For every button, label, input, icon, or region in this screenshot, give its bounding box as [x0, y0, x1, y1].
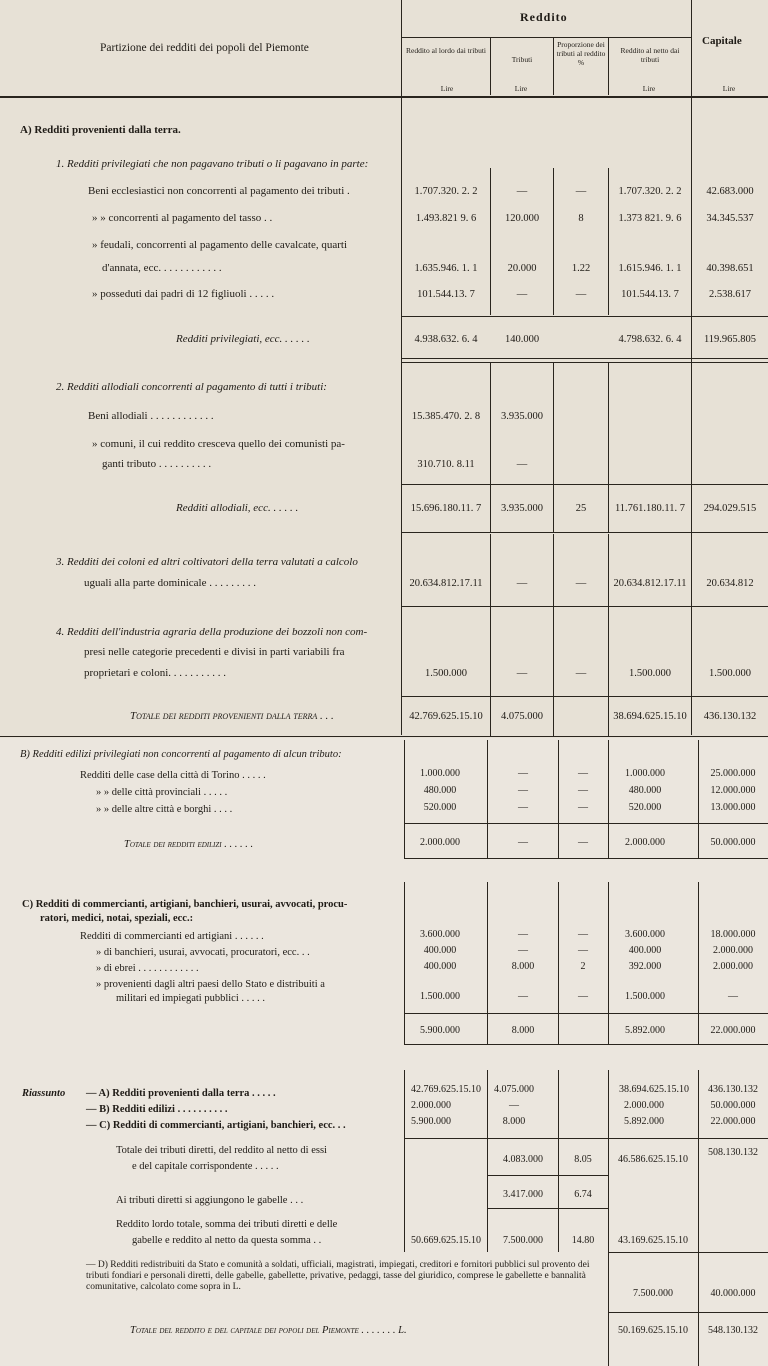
cell-prop: 14.80 — [571, 1235, 595, 1246]
cell-netto: 1.500.000 — [629, 668, 671, 679]
totalA-label: Totale dei redditi provenienti dalla terra . . . — [130, 710, 334, 722]
row-label-cont: ganti tributo . . . . . . . . . . — [102, 458, 212, 470]
cell-lordo: 520.000 — [423, 802, 457, 813]
cell-lordo: 15.385.470. 2. 8 — [411, 411, 481, 422]
column-rule — [608, 1070, 609, 1366]
cell-netto: 392.000 — [628, 961, 662, 972]
cell-netto: 2.000.000 — [624, 1100, 664, 1111]
cell-tributi: — — [516, 459, 528, 470]
riassunto-line-c: — C) Redditi di commercianti, artigiani, banchieri, ecc. . . — [86, 1120, 346, 1131]
column-rule — [698, 882, 699, 1044]
cell-lordo: 20.634.812.17.11 — [409, 578, 483, 589]
totale-line1: Totale dei tributi diretti, del reddito al netto di essi — [116, 1145, 327, 1156]
sub4-line3: proprietari e coloni. . . . . . . . . . . — [84, 667, 227, 679]
cell-tributi: 3.417.000 — [503, 1189, 543, 1200]
totale-line2: e del capitale corrispondente . . . . . — [132, 1161, 279, 1172]
cell-tributi: 8.000 — [511, 961, 535, 972]
cell-prop: — — [578, 785, 588, 796]
column-rule — [553, 534, 554, 736]
cell-lordo: 3.600.000 — [420, 929, 460, 940]
total-rule — [608, 1312, 768, 1313]
column-rule — [608, 882, 609, 1044]
cell-netto: 1.500.000 — [625, 991, 665, 1002]
row-label-cont: d'annata, ecc. . . . . . . . . . . . — [102, 262, 222, 274]
cell-tributi: 3.935.000 — [501, 503, 543, 514]
cell-capitale: 548.130.132 — [708, 1325, 758, 1336]
gabelle-line: Ai tributi diretti si aggiungono le gabelle . . . — [116, 1195, 304, 1206]
header-rule — [0, 96, 768, 98]
total-rule — [404, 1013, 768, 1014]
section-a-title: A) Redditi provenienti dalla terra. — [20, 124, 181, 136]
cell-tributi: — — [516, 668, 528, 679]
total1-label: Redditi privilegiati, ecc. . . . . . — [176, 333, 310, 345]
cell-tributi: 20.000 — [507, 263, 537, 274]
total-rule — [487, 1208, 608, 1209]
cell-tributi: — — [518, 837, 528, 848]
cell-netto: 1.373 821. 9. 6 — [618, 213, 682, 224]
total-rule — [404, 823, 768, 824]
riassunto-line-a: — A) Redditi provenienti dalla terra . . . . . — [86, 1088, 276, 1099]
cell-lordo: 101.544.13. 7 — [417, 289, 475, 300]
column-rule — [490, 168, 491, 315]
cell-netto: 46.586.625.15.10 — [618, 1154, 688, 1165]
cell-tributi: — — [516, 578, 528, 589]
cell-lordo: 50.669.625.15.10 — [411, 1235, 481, 1246]
row-label: » » delle città provinciali . . . . . — [96, 787, 228, 798]
cell-netto: 400.000 — [628, 945, 662, 956]
cell-netto: 1.707.320. 2. 2 — [618, 186, 682, 197]
cell-lordo: 2.000.000 — [420, 837, 460, 848]
cell-prop: 1.22 — [571, 263, 591, 274]
riassunto-word: Riassunto — [22, 1088, 66, 1099]
cell-capitale: 294.029.515 — [703, 503, 757, 514]
cell-lordo: 42.769.625.15.10 — [409, 711, 483, 722]
total-rule — [608, 1252, 768, 1253]
cell-capitale: 22.000.000 — [710, 1025, 756, 1036]
cell-prop: — — [575, 668, 587, 679]
capitale-heading: Capitale — [702, 35, 742, 47]
cell-lordo: 1.707.320. 2. 2 — [414, 186, 478, 197]
cell-netto: 2.000.000 — [625, 837, 665, 848]
column-rule — [487, 1070, 488, 1252]
cell-prop: — — [575, 289, 587, 300]
total-rule — [401, 362, 768, 363]
column-rule — [608, 168, 609, 315]
column-rule — [553, 168, 554, 315]
cell-prop: — — [575, 186, 587, 197]
column-rule — [608, 740, 609, 858]
cell-capitale: 34.345.537 — [706, 213, 754, 224]
cell-tributi: — — [518, 785, 528, 796]
cell-lordo: 400.000 — [423, 961, 457, 972]
totalB-label: Totale dei redditi edilizi . . . . . . — [124, 839, 254, 850]
cell-netto: 1.615.946. 1. 1 — [618, 263, 682, 274]
row-label-cont: militari ed impiegati pubblici . . . . . — [116, 993, 266, 1004]
cell-prop: — — [578, 945, 588, 956]
reddito-heading: Reddito — [520, 10, 568, 24]
cell-prop: 2 — [580, 961, 586, 972]
total-rule — [401, 606, 768, 607]
cell-netto: 5.892.000 — [624, 1116, 664, 1127]
reddito-rule — [401, 37, 691, 38]
cell-capitale: 119.965.805 — [703, 334, 757, 345]
page-rule — [0, 736, 768, 737]
cell-tributi: 120.000 — [504, 213, 540, 224]
cell-netto: 3.600.000 — [625, 929, 665, 940]
cell-prop: — — [578, 802, 588, 813]
final-total-label: Totale del reddito e del capitale dei popoli del Piemonte . . . . . . . L. — [130, 1325, 407, 1336]
cell-prop: — — [578, 768, 588, 779]
unit-lire: Lire — [722, 84, 736, 93]
cell-capitale: 22.000.000 — [710, 1116, 756, 1127]
row-label: Redditi delle case della città di Torino . . . . . — [80, 770, 266, 781]
column-rule — [487, 740, 488, 858]
lordo-line2: gabelle e reddito al netto da questa somma . . — [132, 1235, 322, 1246]
column-rule — [490, 362, 491, 532]
cell-netto: 101.544.13. 7 — [621, 289, 679, 300]
column-rule — [553, 38, 554, 95]
cell-prop: 8.05 — [574, 1154, 592, 1165]
cell-lordo: 480.000 — [423, 785, 457, 796]
cell-netto: 4.798.632. 6. 4 — [618, 334, 682, 345]
cell-tributi: 3.935.000 — [501, 411, 543, 422]
row-label: » » concorrenti al pagamento del tasso . . — [92, 212, 273, 224]
column-rule — [401, 0, 402, 735]
cell-capitale: 2.538.617 — [709, 289, 751, 300]
cell-tributi: 8.000 — [511, 1025, 535, 1036]
total-rule — [404, 1044, 768, 1045]
sub4-line1: 4. Redditi dell'industria agraria della produzione dei bozzoli non com- — [56, 626, 368, 638]
riassunto-line-b: — B) Redditi edilizi . . . . . . . . . . — [86, 1104, 228, 1115]
total-rule — [401, 316, 768, 317]
cell-lordo: 1.500.000 — [425, 668, 467, 679]
cell-netto: 1.000.000 — [625, 768, 665, 779]
cell-lordo: 310.710. 8.11 — [417, 459, 475, 470]
cell-tributi: 4.083.000 — [503, 1154, 543, 1165]
cell-capitale: 40.000.000 — [710, 1288, 756, 1299]
cell-tributi: 7.500.000 — [503, 1235, 543, 1246]
cell-prop: — — [578, 837, 588, 848]
cell-capitale: 18.000.000 — [710, 929, 756, 940]
column-rule — [698, 1070, 699, 1366]
cell-lordo: 1.493.821 9. 6 — [415, 213, 477, 224]
row-label: » posseduti dai padri di 12 figliuoli . . . . . — [92, 288, 275, 300]
cell-lordo: 1.635.946. 1. 1 — [414, 263, 478, 274]
cell-netto: 43.169.625.15.10 — [618, 1235, 688, 1246]
total-rule — [401, 532, 768, 533]
cell-tributi: 4.075.000 — [501, 711, 543, 722]
sub1-title: 1. Redditi privilegiati che non pagavano tributi o li pagavano in parte: — [56, 158, 369, 170]
cell-lordo: 42.769.625.15.10 — [411, 1084, 481, 1095]
cell-capitale: 25.000.000 — [710, 768, 756, 779]
unit-lire: Lire — [642, 84, 656, 93]
column-rule — [608, 534, 609, 736]
cell-capitale: 20.634.812 — [706, 578, 754, 589]
unit-lire: Lire — [440, 84, 454, 93]
total-rule — [401, 484, 768, 485]
sub3-title: 3. Redditi dei coloni ed altri coltivatori della terra valutati a calcolo — [56, 556, 358, 568]
cell-tributi: — — [518, 768, 528, 779]
cell-prop: 25 — [575, 503, 587, 514]
total-rule — [404, 1138, 768, 1139]
row-label: Beni ecclesiastici non concorrenti al pagamento dei tributi . — [88, 185, 350, 197]
column-rule — [691, 0, 692, 735]
row-label: Redditi di commercianti ed artigiani . . . . . . — [80, 931, 264, 942]
cell-tributi: 4.075.000 — [494, 1084, 534, 1095]
cell-lordo: 1.000.000 — [420, 768, 460, 779]
cell-netto: 38.694.625.15.10 — [613, 711, 687, 722]
cell-prop: 8 — [578, 213, 584, 224]
total2-label: Redditi allodiali, ecc. . . . . . — [176, 502, 299, 514]
cell-netto: 38.694.625.15.10 — [619, 1084, 689, 1095]
column-rule — [490, 534, 491, 736]
cell-netto: 480.000 — [628, 785, 662, 796]
cell-lordo: 2.000.000 — [411, 1100, 451, 1111]
cell-prop: — — [575, 578, 587, 589]
column-rule — [490, 38, 491, 95]
cell-capitale: 50.000.000 — [710, 837, 756, 848]
cell-lordo: 5.900.000 — [411, 1116, 451, 1127]
section-c-title: C) Redditi di commercianti, artigiani, banchieri, usurai, avvocati, procu- — [22, 899, 348, 910]
cell-netto: 520.000 — [628, 802, 662, 813]
row-label: Beni allodiali . . . . . . . . . . . . — [88, 410, 214, 422]
cell-prop: — — [578, 991, 588, 1002]
redistribuiti-text: — D) Redditi redistribuiti da Stato e comunità a soldati, ufficiali, magistrati, impiegati, creditori e fornitori pubblici sul provento dei tributi fondiari e personali diretti, delle gabelle, gabellette, privative, pedaggi, tasse del giuridico, comprese le gabellette e bannalità comunitative, calcolato come sopra in L. — [86, 1260, 590, 1292]
total-rule — [401, 696, 768, 697]
unit-lire: Lire — [514, 84, 528, 93]
cell-capitale: 50.000.000 — [710, 1100, 756, 1111]
section-c-title-cont: ratori, medici, notai, speziali, ecc.: — [40, 913, 194, 924]
cell-capitale: 508.130.132 — [708, 1147, 758, 1158]
column-rule — [404, 1070, 405, 1252]
cell-tributi: — — [509, 1100, 519, 1111]
cell-capitale: 12.000.000 — [710, 785, 756, 796]
row-label: » di banchieri, usurai, avvocati, procuratori, ecc. . . — [96, 947, 310, 958]
cell-capitale: — — [728, 991, 738, 1002]
cell-capitale: 13.000.000 — [710, 802, 756, 813]
cell-tributi: — — [518, 802, 528, 813]
cell-tributi: — — [518, 991, 528, 1002]
partition-title: Partizione dei redditi dei popoli del Piemonte — [100, 42, 309, 54]
cell-netto: 50.169.625.15.10 — [618, 1325, 688, 1336]
cell-capitale: 1.500.000 — [709, 668, 751, 679]
lordo-line1: Reddito lordo totale, somma dei tributi diretti e delle — [116, 1219, 338, 1230]
row-label: » » delle altre città e borghi . . . . — [96, 804, 233, 815]
cell-tributi: — — [516, 289, 528, 300]
cell-tributi: — — [518, 929, 528, 940]
cell-capitale: 40.398.651 — [706, 263, 754, 274]
cell-netto: 20.634.812.17.11 — [613, 578, 687, 589]
col-tributi-heading: Tributi — [511, 55, 533, 64]
sub2-title: 2. Redditi allodiali concorrenti al pagamento di tutti i tributi: — [56, 381, 327, 393]
cell-tributi: — — [516, 186, 528, 197]
cell-capitale: 2.000.000 — [713, 961, 753, 972]
cell-lordo: 400.000 — [423, 945, 457, 956]
column-rule — [553, 362, 554, 532]
row-label: » di ebrei . . . . . . . . . . . . — [96, 963, 199, 974]
cell-capitale: 42.683.000 — [706, 186, 754, 197]
cell-lordo: 5.900.000 — [420, 1025, 460, 1036]
total-rule — [404, 858, 768, 859]
row-label: » feudali, concorrenti al pagamento delle cavalcate, quarti — [92, 239, 348, 251]
section-b-title: B) Redditi edilizi privilegiati non concorrenti al pagamento di alcun tributo: — [20, 749, 342, 760]
sub3-line2: uguali alla parte dominicale . . . . . . . . . — [84, 577, 256, 589]
col-proporzione-heading: Proporzione dei tributi al reddito % — [556, 40, 606, 67]
column-rule — [608, 362, 609, 532]
cell-capitale: 436.130.132 — [703, 711, 757, 722]
cell-tributi: — — [518, 945, 528, 956]
cell-prop: — — [578, 929, 588, 940]
column-rule — [608, 38, 609, 95]
cell-capitale: 436.130.132 — [708, 1084, 758, 1095]
sub4-line2: presi nelle categorie precedenti e divisi in parti variabili fra — [84, 646, 345, 658]
cell-prop: 6.74 — [574, 1189, 592, 1200]
row-label: » comuni, il cui reddito cresceva quello dei comunisti pa- — [92, 438, 345, 450]
cell-netto: 5.892.000 — [625, 1025, 665, 1036]
cell-lordo: 1.500.000 — [420, 991, 460, 1002]
cell-netto: 7.500.000 — [633, 1288, 673, 1299]
column-rule — [487, 882, 488, 1044]
col-netto-heading: Reddito al netto dai tributi — [620, 46, 680, 64]
column-rule — [698, 740, 699, 858]
cell-tributi: 140.000 — [504, 334, 540, 345]
cell-tributi: 8.000 — [502, 1116, 526, 1127]
row-label: » provenienti dagli altri paesi dello Stato e distribuiti a — [96, 979, 325, 990]
cell-lordo: 4.938.632. 6. 4 — [414, 334, 478, 345]
col-lordo-heading: Reddito al lordo dai tributi — [406, 46, 486, 55]
total-rule — [401, 358, 768, 359]
total-rule — [487, 1175, 608, 1176]
cell-lordo: 15.696.180.11. 7 — [410, 503, 482, 514]
cell-capitale: 2.000.000 — [713, 945, 753, 956]
cell-netto: 11.761.180.11. 7 — [614, 503, 686, 514]
